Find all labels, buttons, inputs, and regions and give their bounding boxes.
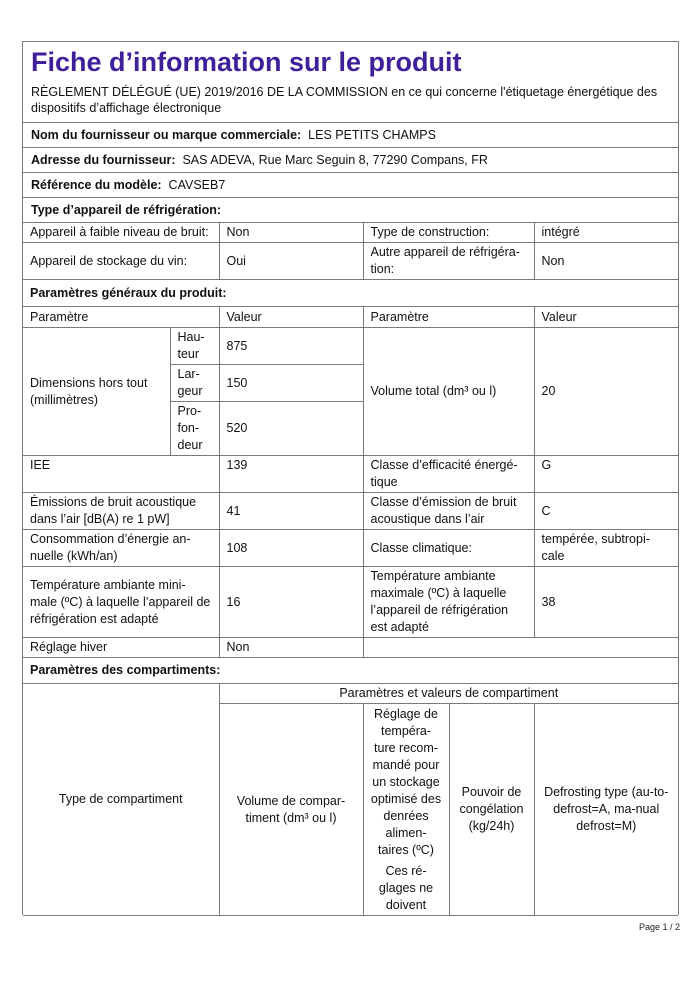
address-label: Adresse du fournisseur:: [31, 153, 176, 167]
model-label: Référence du modèle:: [31, 178, 162, 192]
page-title: Fiche d’information sur le produit: [31, 47, 462, 77]
value-column-header-2: Valeur: [534, 307, 678, 328]
winter-setting-label: Réglage hiver: [23, 638, 219, 658]
freezing-capacity-label: Pouvoir de congélation (kg/24h): [449, 704, 534, 916]
appliance-type-heading-row: [23, 198, 678, 223]
compartment-volume-label: Volume de compar-timent (dm³ ou l): [219, 704, 363, 916]
general-parameters-heading: Paramètres généraux du produit:: [23, 280, 678, 307]
model-value: CAVSEB7: [168, 178, 226, 192]
supplier-row: [23, 123, 678, 148]
compartment-group-header: Paramètres et valeurs de compartiment: [219, 684, 678, 704]
page-number: Page 1 / 2: [638, 922, 680, 932]
noise-class-label: Classe d’émission de bruit acoustique dans l’air: [363, 493, 534, 530]
iee-value: 139: [219, 456, 363, 493]
defrosting-type-label: Defrosting type (au-to-defrost=A, ma-nual defrost=M): [534, 704, 678, 916]
noise-emission-value: 41: [219, 493, 363, 530]
compartments-heading: Paramètres des compartiments:: [23, 658, 678, 684]
model-row: [23, 173, 678, 198]
address-row: [23, 148, 678, 173]
value-column-header: Valeur: [219, 307, 363, 328]
wine-storage-value: Oui: [219, 243, 363, 280]
max-ambient-temp-value: 38: [534, 567, 678, 638]
compartments-table: [23, 683, 678, 916]
general-parameters-table: [23, 306, 678, 684]
min-ambient-temp-label: Température ambiante mini-male (ºC) à laquelle l’appareil de réfrigération est adapté: [23, 567, 219, 638]
construction-value: intégré: [534, 223, 678, 243]
depth-value: 520: [219, 402, 363, 456]
appliance-type-table: [23, 222, 678, 307]
noise-emission-label: Émissions de bruit acoustique dans l’air [dB(A) re 1 pW]: [23, 493, 219, 530]
low-noise-value: Non: [219, 223, 363, 243]
dimensions-label: Dimensions hors tout (millimètres): [23, 328, 170, 456]
param-column-header: Paramètre: [23, 307, 219, 328]
address-value: SAS ADEVA, Rue Marc Seguin 8, 77290 Compans, FR: [182, 153, 488, 167]
total-volume-value: 20: [534, 328, 678, 456]
other-appliance-value: Non: [534, 243, 678, 280]
appliance-type-heading: Type d’appareil de réfrigération:: [31, 203, 222, 217]
climate-class-value: tempérée, subtropi-cale: [534, 530, 678, 567]
height-value: 875: [219, 328, 363, 365]
efficiency-class-label: Classe d’efficacité énergé-tique: [363, 456, 534, 493]
product-information-sheet: [22, 41, 679, 915]
energy-consumption-value: 108: [219, 530, 363, 567]
construction-label: Type de construction:: [363, 223, 534, 243]
regulation-subtitle: RÈGLEMENT DÉLÉGUÉ (UE) 2019/2016 DE LA COMMISSION en ce qui concerne l'étiquetage énergétique des dispositifs d’affichage électronique: [23, 78, 678, 123]
empty-cell: [363, 638, 678, 658]
temperature-setting-label: Réglage de tempéra-ture recom-mandé pour un stockage optimisé des denrées alimen-taires (ºC): [370, 707, 442, 857]
climate-class-label: Classe climatique:: [363, 530, 534, 567]
efficiency-class-value: G: [534, 456, 678, 493]
supplier-label: Nom du fournisseur ou marque commerciale:: [31, 128, 302, 142]
winter-setting-value: Non: [219, 638, 363, 658]
width-value: 150: [219, 365, 363, 402]
param-column-header-2: Paramètre: [363, 307, 534, 328]
max-ambient-temp-label: Température ambiante maximale (ºC) à laquelle l’appareil de réfrigération est adapté: [363, 567, 534, 638]
temperature-setting-note: Ces ré-glages ne doivent: [378, 864, 434, 912]
compartment-type-label: Type de compartiment: [23, 684, 219, 916]
supplier-value: LES PETITS CHAMPS: [308, 128, 436, 142]
temperature-setting-cell: [363, 704, 449, 916]
total-volume-label: Volume total (dm³ ou l): [363, 328, 534, 456]
height-label: Hau-teur: [170, 328, 219, 365]
energy-consumption-label: Consommation d’énergie an-nuelle (kWh/an): [23, 530, 219, 567]
wine-storage-label: Appareil de stockage du vin:: [23, 243, 219, 280]
low-noise-label: Appareil à faible niveau de bruit:: [23, 223, 219, 243]
iee-label: IEE: [23, 456, 219, 493]
noise-class-value: C: [534, 493, 678, 530]
other-appliance-label: Autre appareil de réfrigéra-tion:: [363, 243, 534, 280]
min-ambient-temp-value: 16: [219, 567, 363, 638]
width-label: Lar-geur: [170, 365, 219, 402]
depth-label: Pro-fon-deur: [170, 402, 219, 456]
